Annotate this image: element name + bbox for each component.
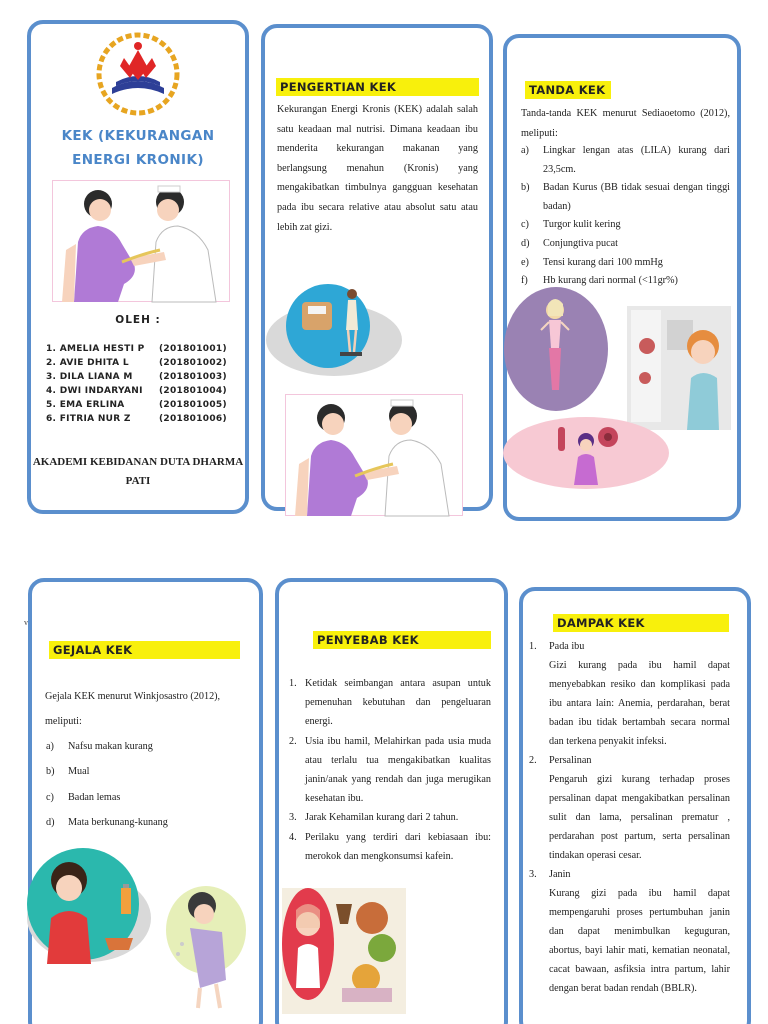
nurse-measuring-illustration	[52, 180, 230, 302]
author-row: 3. DILA LIANA M (201801003)	[46, 372, 227, 382]
dampak-list	[529, 637, 730, 998]
list-item: a) Nafsu makan kurang	[46, 741, 153, 752]
gejala-list	[46, 734, 246, 835]
pengertian-text: Kekurangan Energi Kronis (KEK) adalah salah satu keadaan mal nutrisi. Dimana keadaan ibu menderita kekurangan makanan yang berlangsung menahun (Kronis) yang mengakibatkan timbulnya gangguan kesehatan pada ibu secara relative atau absolut satu atau lebih zat gizi.	[277, 104, 478, 233]
pengertian-heading: PENGERTIAN KEK	[276, 78, 479, 96]
fatigued-woman-illustration	[164, 884, 248, 1014]
list-item: 3. Jarak Kehamilan kurang dari 2 tahun.	[289, 812, 459, 824]
tanda-list	[521, 142, 730, 291]
list-item: a) Lingkar lengan atas (LILA) kurang dari 23,5cm.	[521, 145, 730, 175]
list-item: 2. Usia ibu hamil, Melahirkan pada usia muda atau terlalu tua mengakibatkan kualitas janin/anak yang rendah dan juga merugikan kesehatan ibu.	[289, 735, 491, 805]
author-row: 6. FITRIA NUR Z (201801006)	[46, 414, 227, 424]
gejala-intro: Gejala KEK menurut Winkjosastro (2012), meliputi:	[45, 691, 221, 727]
weight-scale-illustration	[264, 282, 404, 378]
unhealthy-food-illustration	[282, 888, 406, 1014]
list-item: 3. Janin Kurang gizi pada ibu hamil dapat mempengaruhi proses pertumbuhan janin dan dapat menimbulkan keguguran, abortus, bayi lahir mati, kematian neonatal, cacat bawaan, asfiksia intra partum, lahir dengan berat badan rendah (BBLR).	[529, 869, 730, 994]
list-item: c) Badan lemas	[46, 791, 121, 803]
penyebab-list	[289, 674, 491, 866]
list-item: b) Badan Kurus (BB tidak sesuai dengan tinggi badan)	[521, 182, 730, 212]
gejala-heading: GEJALA KEK	[49, 641, 240, 659]
penyebab-heading: PENYEBAB KEK	[313, 631, 491, 649]
margin-mark: v	[24, 618, 28, 627]
list-item: b) Mual	[46, 766, 90, 778]
tanda-heading: TANDA KEK	[525, 81, 611, 99]
author-row: 2. AVIE DHITA L (201801002)	[46, 358, 227, 368]
dampak-heading: DAMPAK KEK	[553, 614, 729, 632]
tanda-intro: Tanda-tanda KEK menurut Sediaoetomo (2012), meliputi:	[521, 108, 730, 139]
author-row: 4. DWI INDARYANI (201801004)	[46, 386, 227, 396]
institution: AKADEMI KEBIDANAN DUTA DHARMA PATI	[32, 456, 244, 487]
list-item: 2. Persalinan Pengaruh gizi kurang terhadap proses persalinan dapat mengakibatkan persalinan sulit dan lama, persalinan prematur , perdarahan post partum, serta persalinan tindakan operasi cesar.	[529, 755, 730, 861]
list-item: e) Tensi kurang dari 100 mmHg	[521, 256, 663, 268]
author-row: 1. AMELIA HESTI P (201801001)	[46, 344, 227, 354]
cover-title	[38, 124, 238, 172]
list-item: 1. Ketidak seimbangan antara asupan untuk pemenuhan kebutuhan dan pengeluaran energi.	[289, 678, 491, 728]
cover-title-line1: KEK (KEKURANGAN	[61, 128, 215, 144]
blood-test-illustration	[502, 415, 670, 491]
nauseous-woman-illustration	[25, 846, 151, 964]
list-item: d) Conjungtiva pucat	[521, 237, 618, 249]
list-item: c) Turgor kulit kering	[521, 219, 621, 231]
list-item: 1. Pada ibu Gizi kurang pada ibu hamil dapat menyebabkan resiko dan komplikasi pada ibu antara lain: Anemia, perdarahan, berat badan ibu tidak bertambah secara normal dan terkena penyakit infeksi.	[529, 641, 730, 747]
list-item: f) Hb kurang dari normal (<11gr%)	[521, 275, 678, 287]
author-row: 5. EMA ERLINA (201801005)	[46, 400, 227, 410]
thin-woman-illustration	[503, 286, 609, 412]
list-item: 4. Perilaku yang terdiri dari kebiasaan ibu: merokok dan mengkonsumsi kafein.	[289, 831, 491, 862]
nurse-measuring-illustration-2	[285, 394, 463, 516]
worried-pregnant-woman-illustration	[627, 306, 731, 430]
by-label: OLEH :	[115, 314, 161, 326]
list-item: d) Mata berkunang-kunang	[46, 816, 168, 828]
cover-title-line2: ENERGI KRONIK)	[72, 152, 204, 168]
author-list	[46, 342, 227, 426]
academy-logo	[88, 30, 188, 122]
